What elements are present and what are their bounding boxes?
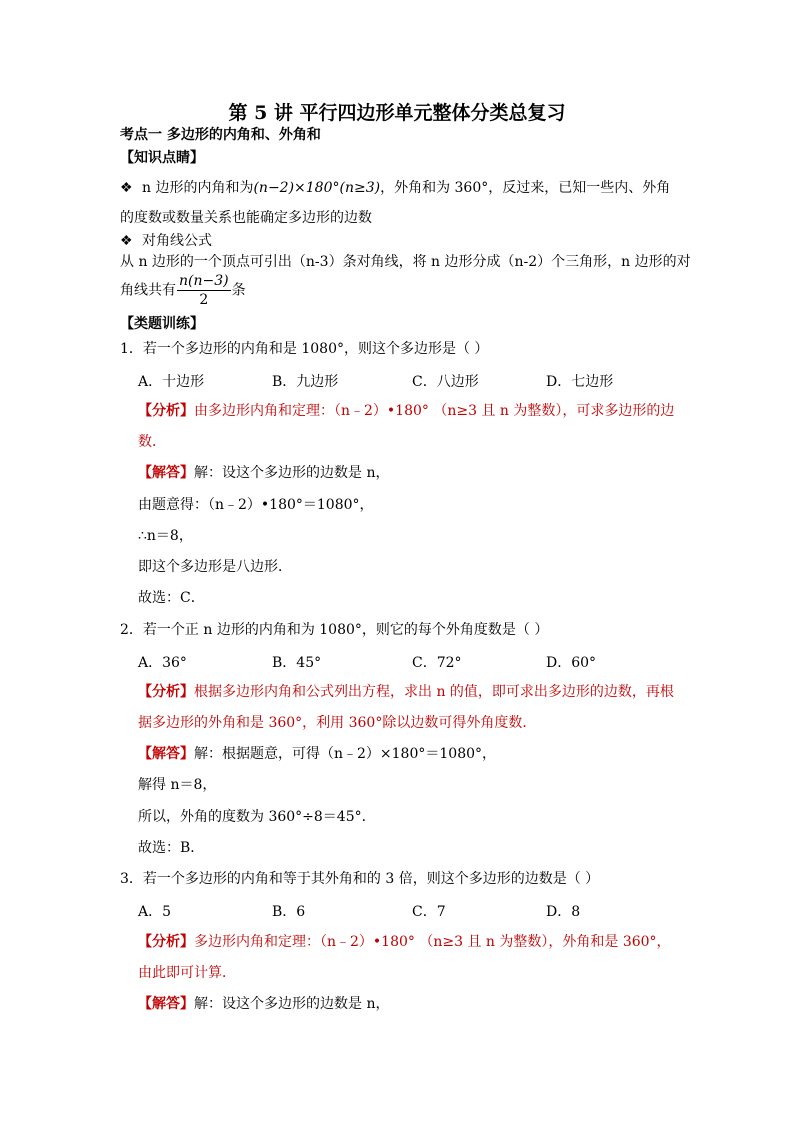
diagonal-fraction bbox=[177, 272, 231, 309]
q3-analysis-line-2: 由此即可计算． bbox=[138, 965, 236, 981]
k2-text-b: 条 bbox=[231, 282, 246, 299]
diamond-bullet-icon: ❖ bbox=[120, 180, 133, 196]
fraction-denominator: 2 bbox=[199, 292, 209, 308]
answer-tag: 【解答】 bbox=[138, 746, 194, 762]
q2-option-a: A．36° bbox=[138, 655, 187, 671]
q3-analysis bbox=[138, 933, 671, 951]
q1-option-b: B．九边形 bbox=[272, 374, 339, 390]
knowledge-point-2 bbox=[120, 232, 212, 250]
q2-answer-line-2: 解得 n＝8， bbox=[138, 777, 217, 793]
k1-text-a: n 边形的内角和为 bbox=[142, 180, 254, 196]
q2-answer-line-4: 故选：B． bbox=[138, 840, 205, 856]
q2-analysis-line-2: 据多边形的外角和是 360°，利用 360°除以边数可得外角度数． bbox=[138, 715, 537, 731]
q1-stem: 1．若一个多边形的内角和是 1080°，则这个多边形是（ ） bbox=[120, 341, 489, 357]
page-title: 第 5 讲 平行四边形单元整体分类总复习 bbox=[228, 102, 566, 124]
q2-option-b: B．45° bbox=[272, 655, 322, 671]
q1-answer-line-2: 由题意得：（n﹣2）•180°＝1080°， bbox=[138, 497, 374, 513]
analysis-tag: 【分析】 bbox=[138, 934, 194, 950]
knowledge-header: 【知识点睛】 bbox=[120, 150, 204, 166]
diamond-bullet-icon: ❖ bbox=[120, 233, 133, 249]
q3-option-c: C．7 bbox=[412, 904, 446, 920]
k2-title: 对角线公式 bbox=[142, 233, 212, 249]
q3-option-a: A．5 bbox=[138, 904, 172, 920]
q2-analysis bbox=[138, 683, 674, 701]
answer-tag: 【解答】 bbox=[138, 465, 194, 481]
k2-line-2 bbox=[120, 272, 246, 309]
q1-option-a: A．十边形 bbox=[138, 374, 205, 390]
section-heading: 考点一 多边形的内角和、外角和 bbox=[120, 127, 321, 143]
q3-option-b: B．6 bbox=[272, 904, 306, 920]
q2-answer-line-1: 解：根据题意，可得（n﹣2）×180°＝1080°， bbox=[194, 746, 497, 762]
q1-analysis-line-2: 数． bbox=[138, 434, 166, 450]
answer-tag: 【解答】 bbox=[138, 996, 194, 1012]
q2-answer-line-3: 所以，外角的度数为 360°÷8＝45°． bbox=[138, 809, 376, 825]
k2-text-a: 角线共有 bbox=[120, 282, 176, 299]
q2-option-c: C．72° bbox=[412, 655, 462, 671]
q3-analysis-line-1: 多边形内角和定理：（n﹣2）•180° （n≥3 且 n 为整数），外角和是 360°， bbox=[194, 934, 671, 950]
q1-option-d: D．七边形 bbox=[546, 374, 614, 390]
q3-option-d: D．8 bbox=[546, 904, 581, 920]
k2-line-1: 从 n 边形的一个顶点可引出（n-3）条对角线，将 n 边形分成（n-2）个三角形，n 边形的对 bbox=[120, 254, 691, 270]
q1-analysis-line-1: 由多边形内角和定理：（n﹣2）•180° （n≥3 且 n 为整数），可求多边形的边 bbox=[194, 403, 675, 419]
k1-text-b: ，外角和为 360°，反过来，已知一些内、外角 bbox=[380, 180, 671, 196]
q1-option-c: C．八边形 bbox=[412, 374, 479, 390]
q1-answer-line-5: 故选：C． bbox=[138, 590, 205, 606]
q1-answer-line-4: 即这个多边形是八边形． bbox=[138, 559, 292, 575]
practice-header: 【类题训练】 bbox=[120, 316, 204, 332]
q2-analysis-line-1: 根据多边形内角和公式列出方程，求出 n 的值，即可求出多边形的边数，再根 bbox=[194, 684, 674, 700]
q2-option-d: D．60° bbox=[546, 655, 597, 671]
q3-answer-line-1: 解：设这个多边形的边数是 n， bbox=[194, 996, 390, 1012]
q3-stem: 3．若一个多边形的内角和等于其外角和的 3 倍，则这个多边形的边数是（ ） bbox=[120, 871, 600, 887]
q2-answer bbox=[138, 745, 496, 763]
k1-line-2: 的度数或数量关系也能确定多边形的边数 bbox=[120, 210, 372, 226]
analysis-tag: 【分析】 bbox=[138, 403, 194, 419]
q1-answer bbox=[138, 464, 389, 482]
fraction-numerator: n(n−3) bbox=[179, 273, 229, 289]
analysis-tag: 【分析】 bbox=[138, 684, 194, 700]
q1-analysis bbox=[138, 402, 674, 420]
q2-stem: 2．若一个正 n 边形的内角和为 1080°，则它的每个外角度数是（ ） bbox=[120, 622, 549, 638]
knowledge-point-1 bbox=[120, 179, 670, 197]
q3-answer bbox=[138, 995, 389, 1013]
q1-answer-line-1: 解：设这个多边形的边数是 n， bbox=[194, 465, 390, 481]
k1-formula: (n−2)×180°(n≥3) bbox=[253, 180, 381, 196]
q1-answer-line-3: ∴n＝8， bbox=[138, 528, 193, 544]
